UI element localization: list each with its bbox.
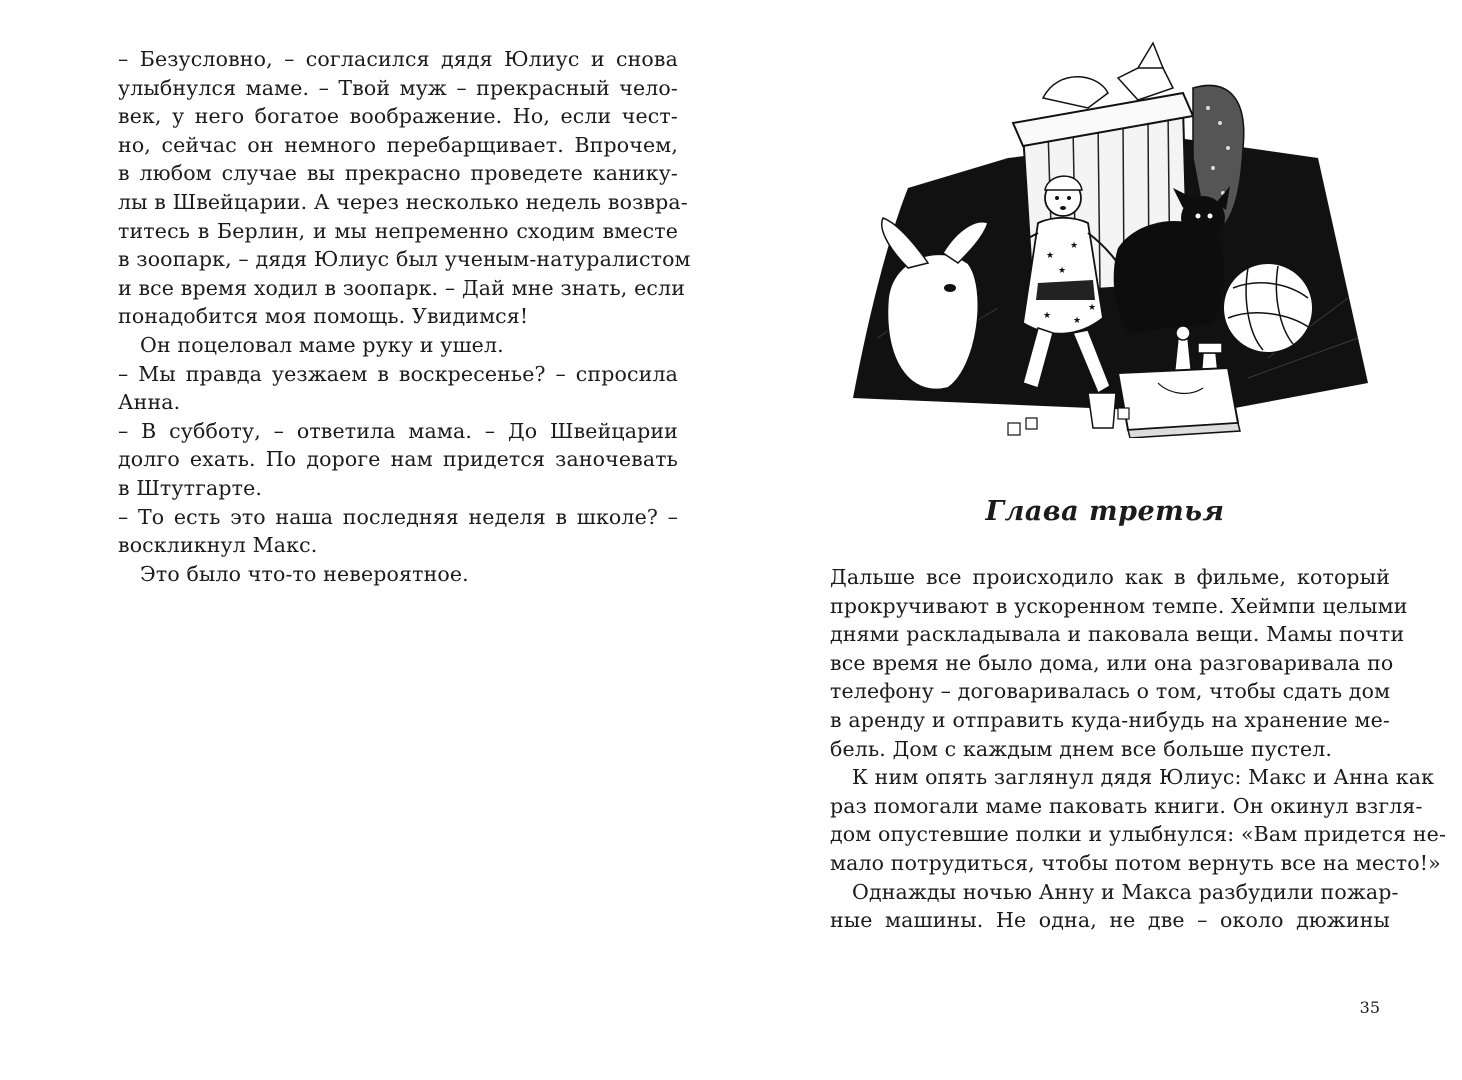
text-line: прокручивают в ускоренном темпе. Хеймпи целыми [830, 593, 1408, 618]
text-line: титесь в Берлин, и мы непременно сходим вместе [118, 218, 678, 243]
text-line: в зоопарк, – дядя Юлиус был ученым-натуралистом [118, 247, 691, 272]
text-line: Он поцеловал маме руку и ушел. [140, 332, 504, 357]
text-line: Дальше все происходило как в фильме, который [830, 565, 1390, 589]
svg-text:★: ★ [1058, 266, 1067, 276]
text-line: в Штутгарте. [118, 475, 263, 500]
text-line: Это было что-то невероятное. [140, 561, 469, 586]
text-line: телефону – договаривалась о том, чтобы сдать дом [830, 679, 1391, 704]
text-line: дом опустевшие полки и улыбнулся: «Вам придется не- [830, 822, 1447, 847]
right-page-text [830, 563, 1447, 935]
chapter-illustration [848, 38, 1378, 438]
text-line: мало потрудиться, чтобы потом вернуть все на место!» [830, 850, 1441, 875]
text-line: днями раскладывала и паковала вещи. Мамы почти [830, 622, 1405, 647]
text-line: ные машины. Не одна, не две – около дюжины [830, 908, 1390, 933]
text-line: раз помогали маме паковать книги. Он окинул взгля- [830, 793, 1423, 818]
text-line: Анна. [118, 390, 181, 415]
text-line: все время не было дома, или она разговаривала по [830, 650, 1394, 675]
svg-text:★: ★ [1046, 251, 1055, 261]
text-line: К ним опять заглянул дядя Юлиус: Макс и Анна как [852, 765, 1435, 790]
text-line: Однажды ночью Анну и Макса разбудили пожар- [852, 879, 1399, 904]
text-line: улыбнулся маме. – Твой муж – прекрасный чело- [118, 75, 678, 100]
text-line: – Безусловно, – согласился дядя Юлиус и снова [118, 47, 678, 71]
text-line: и все время ходил в зоопарк. – Дай мне знать, если [118, 275, 686, 300]
text-line: век, у него богатое воображение. Но, если чест- [118, 104, 678, 129]
text-line: – То есть это наша последняя неделя в школе? – [118, 504, 678, 529]
chapter-title: Глава третья [985, 496, 1225, 527]
text-line: воскликнул Макс. [118, 533, 318, 558]
text-line: понадобится моя помощь. Увидимся! [118, 304, 529, 329]
text-line: но, сейчас он немного перебарщивает. Впрочем, [118, 132, 678, 157]
svg-text:★: ★ [1073, 316, 1082, 326]
text-line: лы в Швейцарии. А через несколько недель возвра- [118, 189, 688, 214]
svg-text:★: ★ [1088, 303, 1097, 313]
text-line: долго ехать. По дороге нам придется заночевать [118, 447, 678, 472]
text-line: – Мы правда уезжаем в воскресенье? – спросила [118, 361, 678, 386]
text-line: – В субботу, – ответила мама. – До Швейцарии [118, 418, 678, 443]
text-line: в любом случае вы прекрасно проведете канику- [118, 161, 678, 186]
svg-text:★: ★ [1043, 311, 1052, 321]
text-line: в аренду и отправить куда-нибудь на хранение ме- [830, 707, 1390, 732]
page-number: 35 [1359, 998, 1380, 1017]
left-page-text [118, 45, 691, 588]
text-line: бель. Дом с каждым днем все больше пустел. [830, 736, 1333, 761]
svg-text:★: ★ [1070, 241, 1079, 251]
